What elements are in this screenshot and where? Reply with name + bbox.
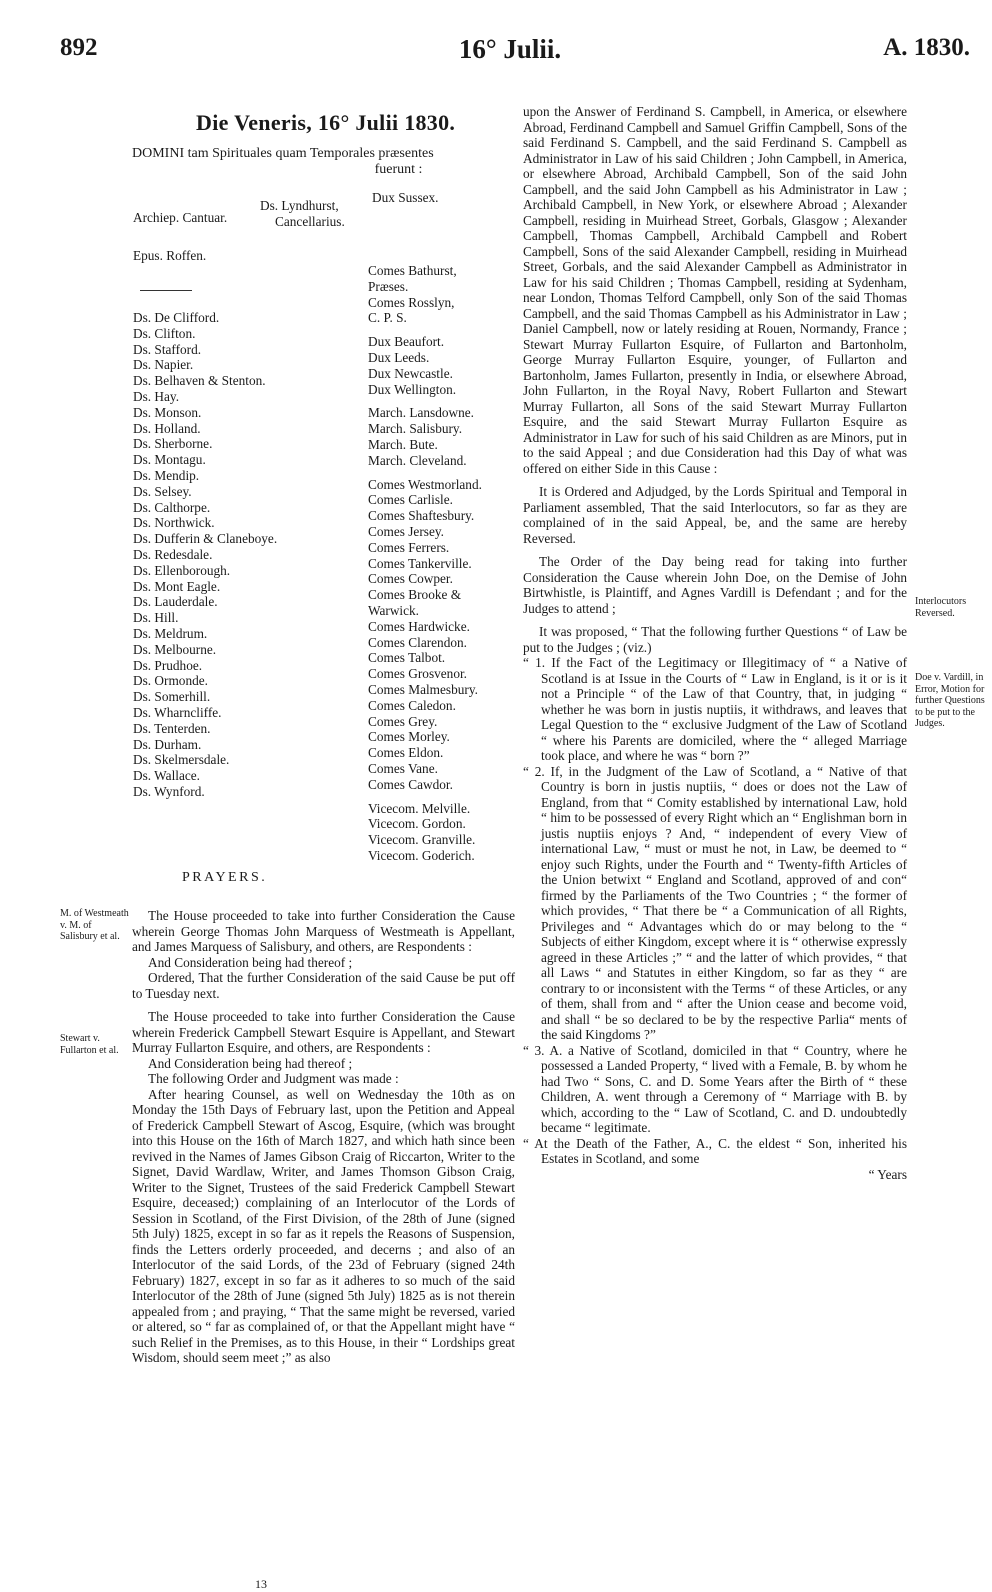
list-item: March. Bute. xyxy=(368,436,438,452)
list-item: Ds. Wynford. xyxy=(133,783,205,799)
paragraph: It is Ordered and Adjudged, by the Lords Spiritual and Temporal in Parliament assembled, That the said Interlocutors, so far as they are complained of in the said Appeal, be, and the same are hereby Reversed. xyxy=(523,484,907,546)
list-item: Præses. xyxy=(368,278,409,294)
paragraph: And Consideration being had thereof ; xyxy=(148,1055,353,1071)
list-item: Comes Hardwicke. xyxy=(368,618,470,634)
list-item: Ds. Skelmersdale. xyxy=(133,752,230,768)
list-item: Comes Grey. xyxy=(368,713,438,729)
list-item: C. P. S. xyxy=(368,310,407,326)
list-item: Ds. Tenterden. xyxy=(133,720,211,736)
running-date: 16° Julii. xyxy=(458,34,562,64)
list-item: Ds. Mendip. xyxy=(133,467,200,483)
list-item: Ds. Clifton. xyxy=(133,325,196,341)
divider-rule xyxy=(140,290,192,291)
lord-chancellor-title: Cancellarius. xyxy=(275,214,345,229)
list-item: Ds. Mont Eagle. xyxy=(133,578,221,594)
list-item: Dux Leeds. xyxy=(368,349,430,365)
list-item: Comes Malmesbury. xyxy=(368,681,478,697)
list-item: Ds. Lauderdale. xyxy=(133,594,218,610)
list-spacer xyxy=(368,397,482,405)
list-item: Comes Ferrers. xyxy=(368,539,450,555)
page-number: 892 xyxy=(60,34,98,61)
list-spacer xyxy=(368,469,482,477)
archbishop: Archiep. Cantuar. xyxy=(133,210,228,225)
list-item: Comes Talbot. xyxy=(368,650,446,666)
list-item: Ds. Meldrum. xyxy=(133,625,208,641)
list-item: Ds. Melbourne. xyxy=(133,641,217,657)
prayers-heading: PRAYERS. xyxy=(182,870,268,885)
list-item: Ds. Wharncliffe. xyxy=(133,704,222,720)
list-item: Ds. Holland. xyxy=(133,420,201,436)
margin-note-doe: Doe v. Vardill, in Error, Motion for further Questions to be put to the Judges. xyxy=(915,672,985,729)
folio-signature: 13 xyxy=(255,1577,267,1591)
barons-list xyxy=(133,310,277,800)
paragraph: “ At the Death of the Father, A., C. the eldest “ Son, inherited his Estates in Scotland, and some xyxy=(523,1135,907,1166)
duke-sussex: Dux Sussex. xyxy=(372,190,439,205)
paragraph: It was proposed, “ That the following further Questions “ of Law be put to the Judges ; (viz.) xyxy=(523,624,907,655)
list-item: Comes Clarendon. xyxy=(368,634,467,650)
list-item: Ds. Wallace. xyxy=(133,768,200,784)
list-item: Ds. Somerhill. xyxy=(133,689,211,705)
list-item: Comes Vane. xyxy=(368,760,438,776)
peers-list xyxy=(368,263,482,864)
list-item: Ds. Redesdale. xyxy=(133,546,213,562)
list-item: Ds. Hay. xyxy=(133,388,180,404)
margin-note-stewart: Stewart v. Fullarton et al. xyxy=(60,1033,119,1056)
paragraph: The following Order and Judgment was made : xyxy=(148,1071,399,1086)
margin-note-westmeath: M. of Westmeath v. M. of Salisbury et al. xyxy=(60,908,129,942)
list-item: March. Lansdowne. xyxy=(368,405,474,421)
paragraph: The Order of the Day being read for taking into further Consideration the Cause wherein John Doe, on the Demise of John Birtwhistle, is Plaintiff, and Agnes Vardill is Defendant ; and for the Judges to attend ; xyxy=(523,554,907,616)
list-item: Comes Shaftesbury. xyxy=(368,508,475,524)
list-item: Dux Beaufort. xyxy=(368,334,445,350)
list-item: Comes Morley. xyxy=(368,729,450,745)
list-item: Comes Brooke & xyxy=(368,587,462,603)
list-item: Ds. Dufferin & Claneboye. xyxy=(133,531,278,547)
list-item: Warwick. xyxy=(368,602,419,618)
bishop: Epus. Roffen. xyxy=(133,248,207,263)
list-item: Ds. Selsey. xyxy=(133,483,192,499)
list-item: Comes Tankerville. xyxy=(368,555,472,571)
list-item: Ds. Durham. xyxy=(133,736,202,752)
list-item: Ds. Northwick. xyxy=(133,515,215,531)
list-item: Vicecom. Granville. xyxy=(368,832,476,848)
list-item: Comes Eldon. xyxy=(368,745,444,761)
list-item: Dux Newcastle. xyxy=(368,365,453,381)
list-item: Ds. Monson. xyxy=(133,404,202,420)
list-item: Ds. Calthorpe. xyxy=(133,499,211,515)
list-item: Comes Westmorland. xyxy=(368,476,482,492)
list-item: Ds. Hill. xyxy=(133,610,179,626)
paragraph: The House proceeded to take into further Consideration the Cause wherein George Thomas John Marquess of Westmeath is Appellant, and James Marquess of Salisbury, and others, are Respondents : xyxy=(132,908,515,954)
list-item: Comes Cowper. xyxy=(368,571,453,587)
list-item: Vicecom. Goderich. xyxy=(368,847,475,863)
list-item: Dux Wellington. xyxy=(368,381,457,397)
list-item: Vicecom. Melville. xyxy=(368,800,471,816)
fuerunt-line: fuerunt : xyxy=(374,162,423,177)
list-item: Comes Carlisle. xyxy=(368,492,453,508)
question-2: “ 2. If, in the Judgment of the Law of Scotland, a “ Native of that Country is born in justis nuptiis, “ does or does not the Law of England, from that “ Comity established by international Law, hold “ him to be possessed of every Right which an “ Englishman born in justis nuptiis enjoys ? And, “ independent of every View of international Law, “ must or must he not, in Law, be deemed to “ enjoy such Rights, under the Fourth and “ Twenty-fifth Articles of the Union betwixt “ England and Scotland, approved of and con“ firmed by the Parliaments of the Two Countries ; “ the former of which provides, “ That there be “ a Communication of all Rights, Privileges and “ Advantages which do or may belong to the “ Subjects of either Kingdom, except where it is “ otherwise expressly agreed in these Articles ;” “ and the latter of which provides, “ that all Laws “ and Statutes in either Kingdom, so far as they “ are contrary to or inconsistent with the Terms “ of these Articles, or any of them, shall from and “ after the Union cease and become void, and shall “ be so declared to be by the respective Parlia“ ments of the said Kingdoms ?” xyxy=(523,763,907,1042)
list-item: Comes Grosvenor. xyxy=(368,666,467,682)
list-spacer xyxy=(368,326,482,334)
list-item: March. Salisbury. xyxy=(368,421,463,437)
list-item: Comes Caledon. xyxy=(368,697,456,713)
list-spacer xyxy=(368,793,482,801)
domini-heading xyxy=(132,146,515,178)
list-item: Ds. Napier. xyxy=(133,357,194,373)
right-column-text xyxy=(523,104,907,1182)
paragraph: upon the Answer of Ferdinand S. Campbell, in America, or elsewhere Abroad, Ferdinand Campbell and Samuel Griffin Campbell, Sons of the said Ferdinand S. Campbell, and the said Ferdinand S. Campbell as Administrator in Law of his said Children ; John Campbell, in America, or elsewhere Abroad, Archibald Campbell, Son of the said John Campbell, and the said John Campbell as his Administrator in Law ; Archibald Campbell, in New York, or elsewhere Abroad ; Alexander Campbell, residing in Muirhead Street, Gorbals, Glasgow ; Alexander Campbell, Thomas Campbell, Archibald Campbell and Robert Campbell, Sons of the said Alexander Campbell, residing in Muirhead Street, Gorbals, and the said Alexander Campbell as Administrator in Law for his said Children ; Thomas Campbell, residing at Sydenham, near London, Thomas Telford Campbell, only Son of the said Thomas Campbell, and the said Thomas Campbell as his Administrator in Law ; Daniel Campbell, now or lately residing at Rouen, Normandy, France ; Stewart Murray Fullarton Esquire, of Fullarton and Bartonholm, George Murray Fullarton Esquire, younger, of Fullarton and Bartonholm, James Fullarton, presently in India, or elsewhere Abroad, John Fullarton, in the Royal Navy, Robert Fullarton and Stewart Murray Fullarton, all Sons of the said Stewart Murray Fullarton Esquire, and the said Stewart Murray Fullarton Esquire as Administrator in Law for such of his said Children as are Minors, put in to the said Appeal ; and due Consideration had this Day of what was offered on either Side in this Cause : xyxy=(523,104,907,476)
list-item: Ds. Sherborne. xyxy=(133,436,213,452)
list-item: Comes Cawdor. xyxy=(368,776,453,792)
list-item: Ds. De Clifford. xyxy=(133,310,220,325)
question-3: “ 3. A. a Native of Scotland, domiciled in that “ Country, where he possessed a Landed Property, “ lived with a Female, B. by whom he had Two “ Sons, C. and D. Some Years after the Birth of “ these Children, A. went through a Ceremony of “ Marriage with B. by which, according to the “ Law of Scotland, C. and D. undoubtedly became “ legitimate. xyxy=(523,1042,907,1135)
list-item: Ds. Belhaven & Stenton. xyxy=(133,373,266,389)
list-item: Vicecom. Gordon. xyxy=(368,816,466,832)
list-item: Comes Rosslyn, xyxy=(368,294,455,310)
list-item: Ds. Stafford. xyxy=(133,341,202,357)
list-item: Ds. Ormonde. xyxy=(133,673,208,689)
list-item: Ds. Ellenborough. xyxy=(133,562,231,578)
catchword: “ Years xyxy=(868,1166,907,1182)
session-title: Die Veneris, 16° Julii 1830. xyxy=(196,110,456,135)
paragraph: The House proceeded to take into further Consideration the Cause wherein Frederick Campbell Stewart Esquire is Appellant, and Stewart Murray Fullarton Esquire, and others, are Respondents : xyxy=(132,1009,515,1055)
paragraph: After hearing Counsel, as well on Wednesday the 10th as on Monday the 15th Days of February last, upon the Petition and Appeal of Frederick Campbell Stewart of Ascog, Esquire, (which was brought into this House on the 16th of March 1827, and which hath since been revived in the Names of James Gibson Craig of Riccarton, Writer to the Signet, David Wardlaw, Writer, and James Thomson Gibson Craig, Writer to the Signet, Trustees of the said Frederick Campbell Stewart Esquire, deceased;) complaining of an Interlocutor of the Lords of Session in Scotland, of the First Division, of the 28th of June (signed 5th July) 1825, except in so far as it repels the Reasons of Suspension, finds the Letters orderly proceeded, and decerns ; and also of an Interlocutor of the said Lords, of the 23d of February (signed 24th February) 1827, except in so far as it adheres to so much of the said Interlocutor of the 28th of June (signed 5th July) 1825 as is not therein appealed from ; and praying, “ That the same might be reversed, varied or altered, so “ far as complained of, or that the Appellant might have “ such Relief in the Premises, as to this House, in their “ Lordships great Wisdom, should seem meet ;” as also xyxy=(132,1086,515,1365)
paragraph: Ordered, That the further Consideration of the said Cause be put off to Tuesday next. xyxy=(132,970,515,1001)
list-item: Comes Bathurst, xyxy=(368,263,457,278)
list-item: March. Cleveland. xyxy=(368,452,467,468)
lord-chancellor-name: Ds. Lyndhurst, xyxy=(260,198,339,213)
list-item: Ds. Montagu. xyxy=(133,452,206,468)
margin-note-interlocutors: Interlocutors Reversed. xyxy=(915,596,967,619)
list-item: Comes Jersey. xyxy=(368,523,444,539)
domini-line: DOMINI tam Spirituales quam Temporales præsentes xyxy=(132,146,434,161)
list-item: Ds. Prudhoe. xyxy=(133,657,203,673)
paragraph: And Consideration being had thereof ; xyxy=(148,954,353,970)
question-1: “ 1. If the Fact of the Legitimacy or Illegitimacy of “ a Native of Scotland is at Issue in the Courts of “ Law in England, is it or is it not a Principle “ of the Law of that Country, that, in judging “ whether he was born in justis nuptiis, it withdraws, and leaves that Legal Question to the “ exclusive Judgment of the Law of Scotland “ where his Parents are domiciled, where the “ alleged Marriage took place, and where he was “ born ?” xyxy=(523,655,907,763)
left-column-text xyxy=(132,908,515,1366)
page-header xyxy=(50,34,970,74)
running-year: A. 1830. xyxy=(883,34,970,61)
